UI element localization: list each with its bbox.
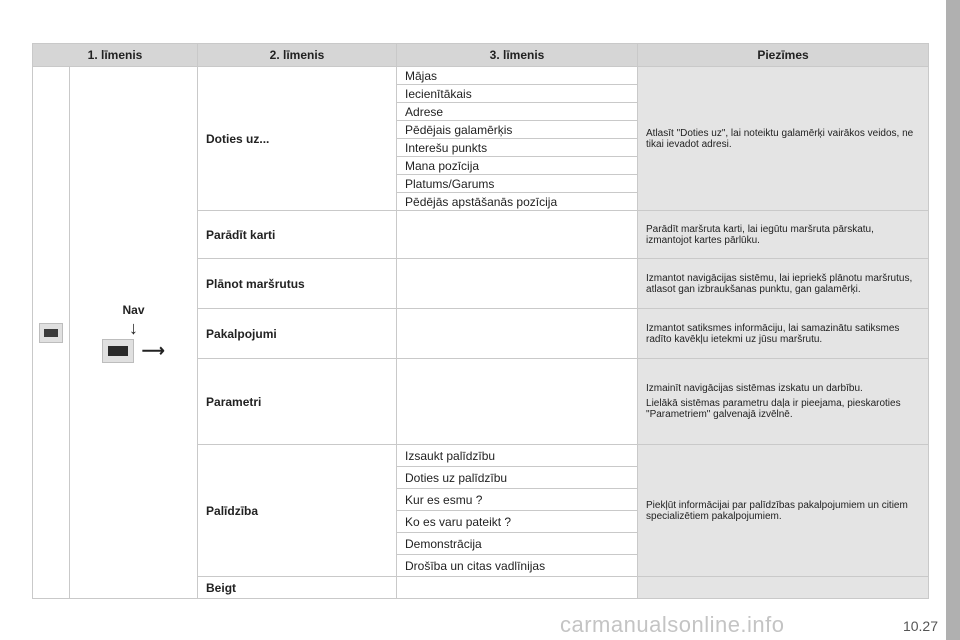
option-platums-garums: Platums/Garums: [397, 175, 638, 193]
header-notes: Piezīmes: [638, 44, 929, 67]
option-demonstracija: Demonstrācija: [397, 533, 638, 555]
option-pedejas-apstasanas: Pēdējās apstāšanās pozīcija: [397, 193, 638, 211]
navigation-menu-table: [32, 43, 929, 599]
level1-nav-cell: [70, 67, 198, 599]
option-majas: Mājas: [397, 67, 638, 85]
nav-screen-icon: [102, 339, 134, 363]
option-izsaukt-palidzibu: Izsaukt palīdzību: [397, 445, 638, 467]
option-adrese: Adrese: [397, 103, 638, 121]
option-kur-es-esmu: Kur es esmu ?: [397, 489, 638, 511]
nav-label: Nav: [122, 302, 145, 317]
level2-beigt: Beigt: [198, 577, 397, 599]
level2-paradit-karti: Parādīt karti: [198, 211, 397, 259]
option-pedejais-galamerkis: Pēdējais galamērķis: [397, 121, 638, 139]
level2-pakalpojumi: Pakalpojumi: [198, 309, 397, 359]
option-mana-pozicija: Mana pozīcija: [397, 157, 638, 175]
page-number: 10.27: [902, 618, 938, 634]
screen-icon: [39, 323, 63, 343]
note-palidziba: Piekļūt informācijai par palīdzības pakalpojumiem un citiem specializētiem pakalpojumiem.: [638, 445, 929, 577]
note-parametri: Izmainīt navigācijas sistēmas izskatu un darbību. Lielākā sistēmas parametru daļa ir pieejama, pieskaroties "Parametriem" galvenajā izvēlnē.: [638, 359, 929, 445]
note-paradit-karti: Parādīt maršruta karti, lai iegūtu maršruta pārskatu, izmantojot kartes pārlūku.: [638, 211, 929, 259]
option-interesu-punkts: Interešu punkts: [397, 139, 638, 157]
page-edge-bar: [946, 0, 960, 640]
note-doties-uz: Atlasīt "Doties uz", lai noteiktu galamērķi vairākos veidos, ne tikai ievadot adresi.: [638, 67, 929, 211]
option-doties-uz-palidzibu: Doties uz palīdzību: [397, 467, 638, 489]
arrow-right-icon: ⟶: [141, 342, 165, 360]
level2-planot-marsrutus: Plānot maršrutus: [198, 259, 397, 309]
header-level-3: 3. līmenis: [397, 44, 638, 67]
table-header-row: [33, 44, 929, 67]
option-drosiba: Drošība un citas vadlīnijas: [397, 555, 638, 577]
header-level-1: 1. līmenis: [33, 44, 198, 67]
watermark: carmanualsonline.info: [560, 612, 785, 637]
header-level-2: 2. līmenis: [198, 44, 397, 67]
note-pakalpojumi: Izmantot satiksmes informāciju, lai samazinātu satiksmes radīto kavēkļu ietekmi uz jūsu maršrutu.: [638, 309, 929, 359]
arrow-down-icon: ↓: [129, 317, 138, 338]
option-iecienitakais: Iecienītākais: [397, 85, 638, 103]
level2-doties-uz: Doties uz...: [198, 67, 397, 211]
level2-parametri: Parametri: [198, 359, 397, 445]
menu-icon-cell: [33, 67, 70, 599]
level2-palidziba: Palīdzība: [198, 445, 397, 577]
option-ko-es-varu-pateikt: Ko es varu pateikt ?: [397, 511, 638, 533]
note-planot-marsrutus: Izmantot navigācijas sistēmu, lai iepriekš plānotu maršrutus, atlasot gan izbraukšanas punktu, gan galamērķi.: [638, 259, 929, 309]
